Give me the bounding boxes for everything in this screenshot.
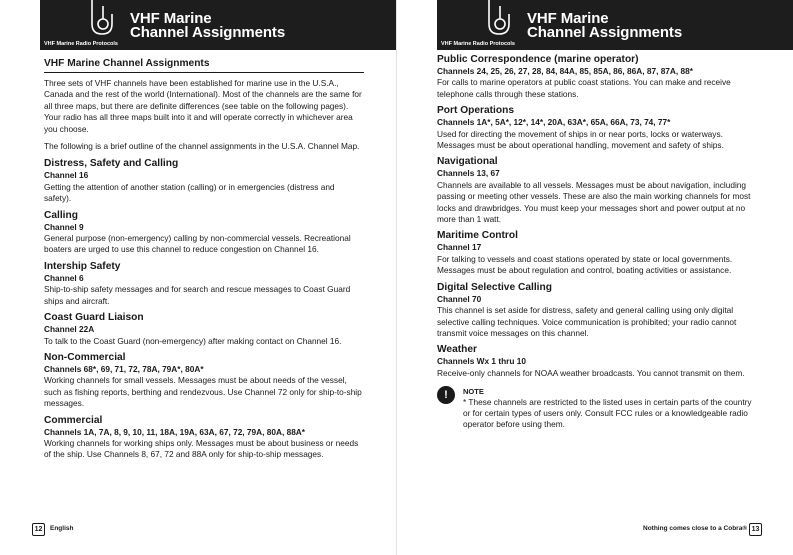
channel-section (44, 352, 364, 410)
right-page (397, 0, 793, 555)
left-content (44, 58, 364, 461)
section-description: Used for directing the movement of ships in or near ports, locks or waterways. Messages must be about operational handling, movement and safety of ships. (437, 128, 724, 151)
channel-list: Channels 1A*, 5A*, 12*, 14*, 20A, 63A*, 65A, 66A, 73, 74, 77* (437, 117, 671, 128)
section-description: Channels are available to all vessels. Messages must be about navigation, including passing or meeting other vessels. These are also the main working channels for most locks and drawbridges. You must keep your messages short and power output at no more than 1 watt. (437, 179, 751, 225)
section-heading: Public Correspondence (marine operator) (437, 54, 639, 65)
section-description: This channel is set aside for distress, safety and general calling using only digital selective calling techniques. Voice communication is prohibited; your radio cannot transmit voice messages on this channel. (437, 305, 737, 338)
channel-section (44, 415, 364, 461)
note-text: * These channels are restricted to the listed uses in certain parts of the country or for certain types of users only. Consult FCC rules or a knowledgeable radio operator before using them. (463, 397, 752, 430)
channel-section (437, 156, 757, 225)
section-description: Working channels for small vessels. Messages must be about needs of the vessel, such as fishing reports, berthing and rendezvous. Use Channel 72 only for ship-to-ship messages. (44, 375, 362, 409)
channel-section (44, 158, 364, 204)
channel-list: Channel 9 (44, 221, 84, 232)
channel-section (437, 344, 757, 379)
title-line-2: Channel Assignments (130, 24, 286, 41)
section-heading: Non-Commercial (44, 351, 126, 363)
page-number: 13 (749, 523, 762, 536)
note-box (437, 387, 757, 430)
channel-list: Channel 6 (44, 272, 84, 283)
section-heading: Intership Safety (44, 260, 121, 272)
title-line-2: Channel Assignments (527, 24, 683, 41)
header-subtitle: VHF Marine Radio Protocols (441, 41, 515, 47)
section-heading: Maritime Control (437, 230, 518, 242)
page-header (437, 0, 793, 50)
left-page (0, 0, 396, 555)
channel-list: Channels Wx 1 thru 10 (437, 356, 526, 367)
section-description: Working channels for working ships only. Messages must be about business or needs of the ship. Use Channels 8, 67, 72 and 88A only for ship-to-ship messages. (44, 437, 359, 460)
channel-section (44, 210, 364, 256)
radio-logo-icon (88, 0, 116, 38)
section-heading: Weather (437, 344, 478, 356)
page-title (130, 12, 285, 40)
channel-list: Channel 22A (44, 324, 95, 335)
channel-list: Channels 24, 25, 26, 27, 28, 84, 84A, 85, 85A, 86, 86A, 87, 87A, 88* (437, 66, 693, 76)
note-title: NOTE (463, 387, 484, 397)
channel-section (437, 105, 757, 151)
header-subtitle: VHF Marine Radio Protocols (44, 41, 118, 47)
section-description: For talking to vessels and coast stations operated by state or local governments. Messages must be about regulation and control, boating activities or assistance. (437, 253, 733, 276)
channel-section (44, 312, 364, 347)
page-number: 12 (32, 523, 45, 536)
section-description: To talk to the Coast Guard (non-emergency) after making contact on Channel 16. (44, 335, 342, 346)
intro-paragraph: Three sets of VHF channels have been established for marine use in the U.S.A., Canada and the rest of the world (International). Most of the channels are the same for all three maps, but there are definite differences (see table on the following pages). Your radio has all three maps built into it and will operate correctly in whichever area you choose. (44, 78, 362, 134)
section-description: For calls to marine operators at public coast stations. You can make and receive telephone calls through these stations. (437, 77, 731, 99)
section-description: Receive-only channels for NOAA weather broadcasts. You cannot transmit on them. (437, 367, 745, 378)
intro-paragraph-2: The following is a brief outline of the channel assignments in the U.S.A. Channel Map. (44, 141, 360, 152)
page-title (527, 12, 682, 40)
section-heading: Coast Guard Liaison (44, 312, 144, 324)
section-description: General purpose (non-emergency) calling by non-commercial vessels. Recreational boaters are urged to use this channel to reduce congestion on Channel 16. (44, 233, 351, 255)
channel-list: Channels 68*, 69, 71, 72, 78A, 79A*, 80A* (44, 363, 204, 374)
section-heading: Distress, Safety and Calling (44, 158, 179, 170)
channel-list: Channels 1A, 7A, 8, 9, 10, 11, 18A, 19A, 63A, 67, 72, 79A, 80A, 88A* (44, 426, 306, 437)
channel-list: Channel 17 (437, 242, 482, 253)
channel-list: Channels 13, 67 (437, 168, 500, 179)
channel-list: Channel 16 (44, 170, 89, 181)
section-heading: Navigational (437, 156, 498, 168)
section-heading: Port Operations (437, 105, 514, 117)
section-description: Getting the attention of another station (calling) or in emergencies (distress and safety). (44, 181, 335, 204)
radio-logo-icon (485, 0, 513, 38)
section-heading: Commercial (44, 414, 103, 426)
page-header (40, 0, 396, 50)
channel-section (437, 54, 757, 100)
right-content (437, 54, 757, 430)
warning-icon: ! (437, 386, 455, 404)
section-heading: Calling (44, 209, 78, 221)
channel-list: Channel 70 (437, 293, 482, 304)
footer-text: Nothing comes close to a Cobra® (643, 525, 748, 532)
channel-section (437, 230, 757, 276)
channel-section (44, 261, 364, 307)
title-line-1: VHF Marine (527, 10, 609, 27)
section-description: Ship-to-ship safety messages and for search and rescue messages to Coast Guard ships and aircraft. (44, 284, 351, 306)
footer-text: English (50, 525, 74, 532)
section-main-title: VHF Marine Channel Assignments (44, 58, 364, 73)
title-line-1: VHF Marine (130, 10, 212, 27)
channel-section (437, 282, 757, 340)
section-heading: Digital Selective Calling (437, 281, 552, 293)
